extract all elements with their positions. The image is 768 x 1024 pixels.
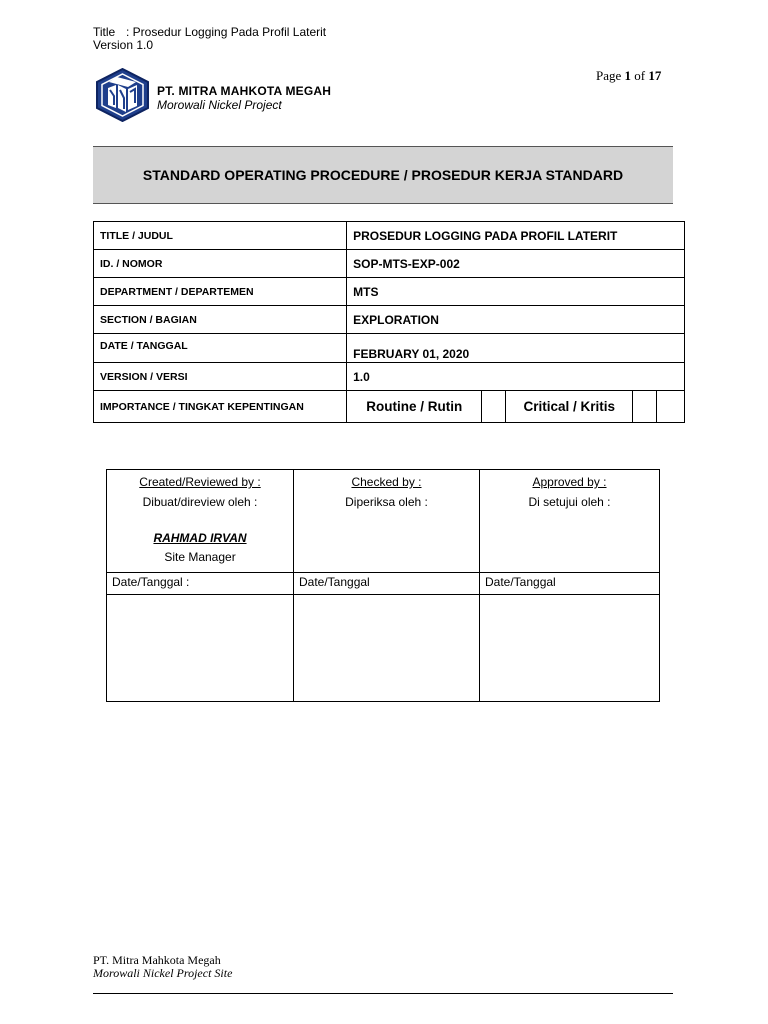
checked-subtitle: Diperiksa oleh : [345,495,428,509]
approved-subtitle: Di setujui oleh : [528,495,611,509]
approval-checked-cell [294,470,480,573]
company-project: Morowali Nickel Project [157,98,282,112]
checked-title: Checked by : [351,475,422,489]
info-title-value: PROSEDUR LOGGING PADA PROFIL LATERIT [347,222,685,250]
importance-routine-checkbox[interactable] [482,391,506,423]
sop-info-table [93,221,685,423]
doc-header-version: Version 1.0 [93,38,154,52]
info-date-label: DATE / TANGGAL [94,334,347,363]
created-signature-area[interactable] [107,595,294,702]
info-dept-label: DEPARTMENT / DEPARTEMEN [94,278,347,306]
info-dept-value: MTS [347,278,685,306]
company-name: PT. MITRA MAHKOTA MEGAH [157,84,332,98]
approved-title: Approved by : [532,475,607,489]
approval-approved-cell [480,470,660,573]
importance-extra-cell [657,391,685,423]
created-role: Site Manager [164,550,236,564]
info-row-title [94,222,685,250]
approval-date-row [107,573,660,595]
info-id-label: ID. / NOMOR [94,250,347,278]
approval-signature-row [107,470,660,573]
sop-heading: STANDARD OPERATING PROCEDURE / PROSEDUR KERJA STANDARD [93,146,673,204]
approved-date-label: Date/Tanggal [480,573,660,595]
footer-company: PT. Mitra Mahkota Megah [93,953,221,967]
created-title: Created/Reviewed by : [139,475,261,489]
info-row-date [94,334,685,363]
company-logo-icon [94,68,151,122]
info-row-id [94,250,685,278]
info-section-value: EXPLORATION [347,306,685,334]
info-row-importance [94,391,685,423]
info-version-value: 1.0 [347,363,685,391]
approved-signature-area[interactable] [480,595,660,702]
importance-critical-checkbox[interactable] [633,391,657,423]
company-logo [94,68,151,122]
page-number-of: of [631,68,649,83]
info-title-label: TITLE / JUDUL [94,222,347,250]
checked-date-label: Date/Tanggal [294,573,480,595]
info-date-value: FEBRUARY 01, 2020 [347,334,685,363]
importance-critical-label: Critical / Kritis [506,391,633,423]
info-version-label: VERSION / VERSI [94,363,347,391]
footer-site: Morowali Nickel Project Site [93,966,233,980]
page-number-current: 1 [624,68,632,83]
info-importance-label: IMPORTANCE / TINGKAT KEPENTINGAN [94,391,347,423]
approval-blank-row [107,595,660,702]
page-number-total: 17 [648,68,662,83]
info-row-section [94,306,685,334]
info-row-department [94,278,685,306]
created-name: RAHMAD IRVAN [153,531,247,545]
page-number [596,68,661,84]
page-number-prefix: Page [596,68,625,83]
info-id-value: SOP-MTS-EXP-002 [347,250,685,278]
info-section-label: SECTION / BAGIAN [94,306,347,334]
created-subtitle: Dibuat/direview oleh : [142,495,258,509]
approval-created-cell [107,470,294,573]
created-date-label: Date/Tanggal : [107,573,294,595]
footer-divider [93,993,673,994]
doc-header-title-value: : Prosedur Logging Pada Profil Laterit [126,25,327,39]
approval-table [106,469,660,702]
importance-routine-label: Routine / Rutin [347,391,482,423]
doc-header-title-label: Title [93,25,116,39]
checked-signature-area[interactable] [294,595,480,702]
info-row-version [94,363,685,391]
